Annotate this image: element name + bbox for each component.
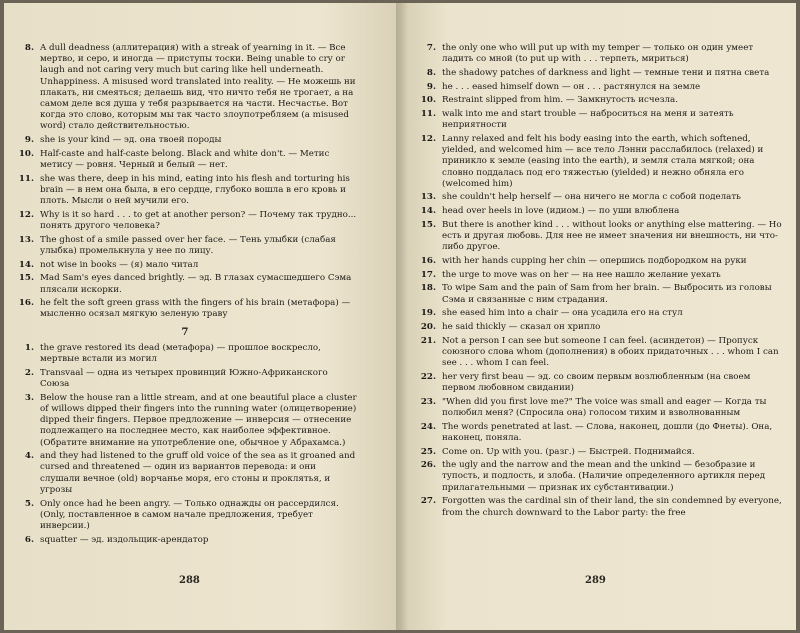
note-text: Why is it so hard . . . to get at another person? — Почему так трудно... понять другого человека? [40,209,357,232]
note-text: he felt the soft green grass with the fingers of his brain (метафора) —мысленно осязал мягкую зеленую траву [40,298,351,320]
note-number: 17. [420,269,436,280]
note-number: 15. [420,219,436,230]
note-text: squatter — эд. издольщик-арендатор [40,534,209,545]
note-entry [12,343,358,365]
note-entry [12,149,358,171]
note-number: 3. [24,392,34,403]
note-text: Half-caste and half-caste belong. Black and white don't. — Метис метису — ровня. Черный и белый — нет. [40,148,330,171]
note-entry [414,256,786,267]
note-text: Come on. Up with you. (разг.) — Быстрей. Поднимайся. [442,446,695,457]
note-number: 11. [18,173,34,184]
note-text: Forgotten was the cardinal sin of their land, the sin condemned by everyone, from the church downward to the Labor party: the free [442,496,782,518]
note-entry [414,496,786,518]
note-entry [414,460,786,494]
left-page-number: 288 [179,575,200,586]
note-text: Transvaal — одна из четырех провинций Южно-Африканского Союза [40,367,328,389]
note-text: she couldn't help herself — она ничего не могла с собой поделать [442,192,741,203]
note-number: 20. [420,321,436,332]
note-text: she eased him into a chair — она усадила его на стул [442,308,683,319]
note-text: the urge to move was on her — на нее нашло желание уехать [442,269,721,280]
note-number: 10. [18,148,34,159]
note-text: with her hands cupping her chin — опершись подбородком на руки [442,255,747,266]
note-text: the shadowy patches of darkness and light — темные тени и пятна света [442,67,770,78]
note-number: 16. [420,255,436,266]
note-text: A dull deadness (аллитерация) with a streak of yearning in it. — Все мертво, и серо, и иногда — приступы тоски. Being unable to cry or laugh and not caring very much but caring like hell underneath. Unhappiness. A misused word translated into reality. — Не можешь ни плакать, ни смеяться; делаешь вид, что ничто тебя не трогает, а на самом деле вся душа у тебя разрывается на части. Несчастье. Вот когда это слово, которым мы так часто злоупотребляем (a misused word) стало действительностью. [40,43,356,132]
note-entry [414,422,786,444]
note-text: The words penetrated at last. — Слова, наконец, дошли (до Фнеты). Она, наконец, поняла. [442,421,773,443]
note-text: he said thickly — сказал он хрипло [442,321,601,332]
note-text: he . . . eased himself down — он . . . растянулся на земле [442,81,701,92]
note-number: 10. [420,95,436,106]
note-text: Not a person I can see but someone I can feel. (асиндетон) — Пропуск союзного слова whom (дополнения) в обоих придаточных . . . whom I can see . . . whom I can feel. [442,335,779,369]
note-text: the grave restored its dead (метафора) — прошлое воскресло, мертвые встали из могил [40,342,321,365]
note-entry [414,447,786,458]
note-entry [414,68,786,79]
note-text: she is your kind — эд. она твоей породы [40,135,222,146]
note-number: 27. [420,496,436,507]
note-number: 18. [420,283,436,294]
note-entry [12,43,358,133]
note-entry [12,535,358,546]
note-number: 11. [420,109,436,120]
note-text: Mad Sam's eyes danced brightly. — эд. В глазах сумасшедшего Сэма плясали искорки. [40,273,352,295]
note-entry [12,499,358,533]
right-page-notes [414,43,786,521]
note-number: 13. [420,192,436,203]
note-entry [414,336,786,370]
note-number: 7. [426,43,436,53]
note-text: the ugly and the narrow and the mean and the unkind — безобразие и тупость, и подлость, и злоба. (Наличие определенного артикля перед прилагательными — признак их субстантивации.) [442,460,766,493]
note-number: 12. [420,133,436,144]
note-entry [12,273,358,295]
note-number: 24. [420,421,436,432]
note-number: 21. [420,335,436,346]
note-entry [12,210,358,232]
note-entry [414,322,786,333]
note-number: 9. [426,81,436,92]
note-text: Below the house ran a little stream, and at one beautiful place a cluster of willows dipped their fingers into the running water (олицетворение) dipped their fingers. Первое предложение — инверсия — отнесение подлежащего на последнее место, как наиболее эффективное. (Обратите внимание на употребление one, обычное у Абрахамса.) [40,392,357,448]
note-number: 23. [420,396,436,407]
note-entry [414,95,786,106]
left-page [4,3,400,630]
note-number: 5. [24,498,34,509]
note-entry [414,220,786,254]
right-page-number: 289 [585,575,606,586]
book-gutter [396,3,408,630]
note-entry [12,260,358,271]
note-text: Restraint slipped from him. — Замкнутость исчезла. [442,95,678,106]
note-entry [12,368,358,390]
note-entry [414,308,786,319]
note-text: her very first beau — эд. со своим первым возлюбленным (на своем первом любовном свидании) [442,371,751,393]
note-text: But there is another kind . . . without looks or anything else mattering. — Но есть и другая любовь. Для нее не имеет значения ни внешность, ни что-либо другое. [442,219,782,253]
left-page-notes [12,43,358,548]
note-entry [414,397,786,419]
book-spread [4,3,796,630]
note-entry [12,298,358,320]
note-entry [414,206,786,217]
note-entry [414,372,786,394]
note-number: 8. [24,43,34,53]
note-entry [414,43,786,65]
note-entry [414,82,786,93]
note-number: 13. [18,234,34,245]
note-number: 26. [420,460,436,471]
note-text: walk into me and start trouble — наброситься на меня и затеять неприятности [442,109,734,131]
note-text: To wipe Sam and the pain of Sam from her brain. — Выбросить из головы Сэма и связанные с ним страдания. [442,283,772,305]
note-entry [414,283,786,305]
note-number: 2. [24,367,34,378]
note-entry [12,235,358,257]
note-number: 15. [18,273,34,284]
note-text: Lanny relaxed and felt his body easing into the earth, which softened, yielded, and welcomed him — все тело Лэнни расслабилось (relaxed) и приникло к земле (easing into the earth), и земля стала мягкой; она словно поддалась под его тяжестью (yielded) и нежно обняла его (welcomed him) [442,133,764,189]
note-number: 4. [24,451,34,462]
note-number: 16. [18,298,34,309]
note-number: 9. [24,135,34,146]
note-number: 19. [420,308,436,319]
note-entry [12,174,358,208]
note-text: Only once had he been angry. — Только однажды он рассердился. (Only, поставленное в самом начале предложения, требует инверсии.) [40,498,339,531]
note-entry [12,393,358,449]
note-text: The ghost of a smile passed over her face. — Тень улыбки (слабая улыбка) промелькнула у нее по лицу. [40,234,336,256]
note-entry [414,192,786,203]
note-text: head over heels in love (идиом.) — по уши влюблена [442,206,680,217]
note-entry [414,109,786,131]
right-page [400,3,796,630]
note-entry [12,451,358,496]
note-number: 6. [24,534,34,545]
note-number: 1. [24,342,34,353]
note-text: "When did you first love me?" The voice was small and eager — Когда ты полюбил меня? (Спросила она) голосом тихим и взволнованным [442,396,767,418]
note-entry [414,134,786,190]
note-entry [414,270,786,281]
note-text: she was there, deep in his mind, eating into his flesh and torturing his brain — в нем она была, в его сердце, глубоко вошла в его кровь и плоть. Мысли о ней мучили его. [40,173,350,207]
note-text: the only one who will put up with my temper — только он один умеет ладить со мной (to put up with . . . терпеть, мириться) [442,43,754,65]
note-entry [12,135,358,146]
note-number: 14. [420,206,436,217]
note-number: 12. [18,209,34,220]
note-text: not wise in books — (я) мало читал [40,259,199,270]
note-number: 25. [420,446,436,457]
note-text: and they had listened to the gruff old voice of the sea as it groaned and cursed and threatened — один из вариантов перевода: и они слушали вечное (old) ворчанье моря, его стоны и проклятья, и угрозы [40,451,356,495]
section-heading: 7 [181,326,189,338]
note-number: 8. [426,67,436,78]
note-number: 22. [420,371,436,382]
note-number: 14. [18,259,34,270]
